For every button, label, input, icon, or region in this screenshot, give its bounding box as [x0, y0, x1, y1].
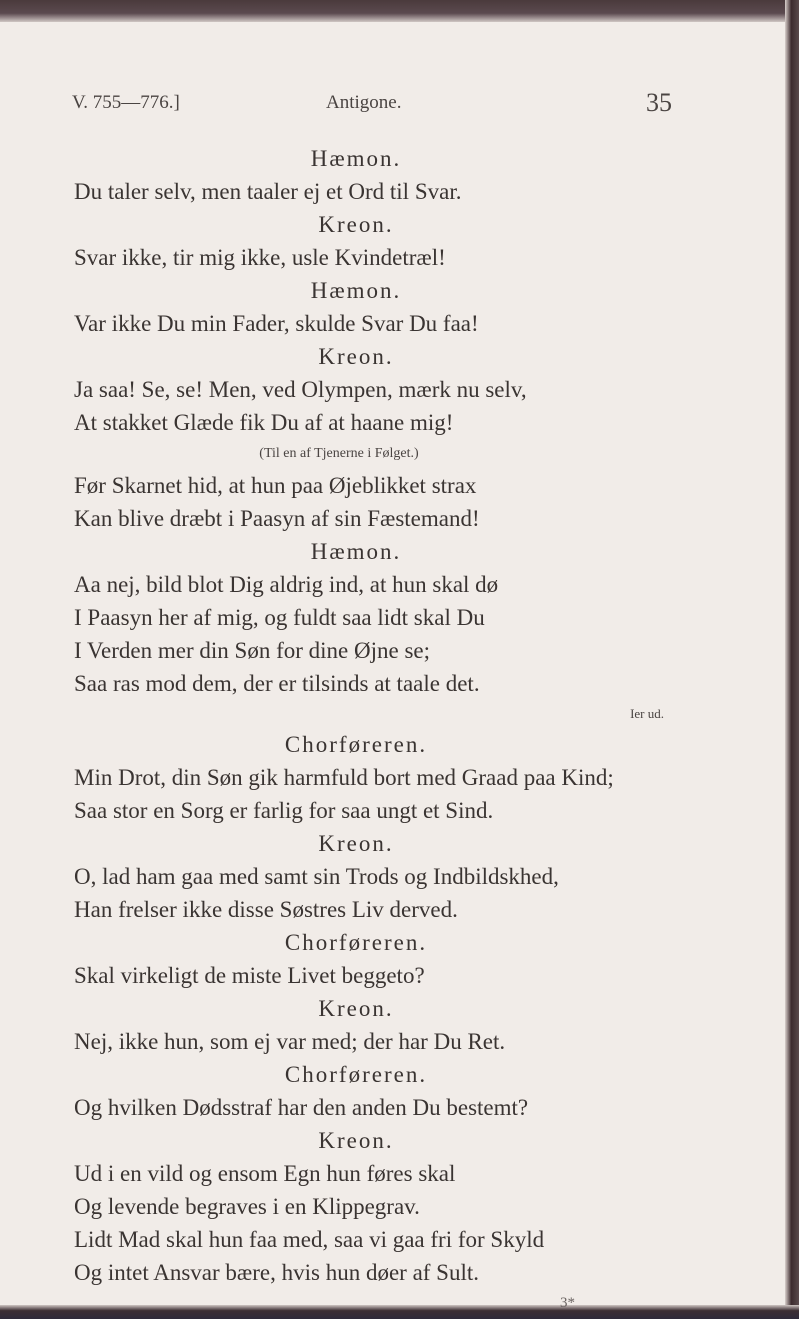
- signature-mark: 3*: [560, 1295, 575, 1311]
- verse-line: Svar ikke, tir mig ikke, usle Kvindetræl!: [74, 245, 446, 270]
- page-number: 35: [646, 88, 672, 117]
- speaker-name: Hæmon.: [310, 146, 402, 171]
- speaker-name: Kreon.: [318, 1128, 394, 1153]
- verse-line: Ja saa! Se, se! Men, ved Olympen, mærk nu selv,: [74, 377, 527, 402]
- verse-line: At stakket Glæde fik Du af at haane mig!: [74, 410, 454, 435]
- verse-line: Saa stor en Sorg er farlig for saa ungt et Sind.: [74, 798, 494, 823]
- verse-line: Du taler selv, men taaler ej et Ord til Svar.: [74, 179, 462, 204]
- speaker-name: Chorføreren.: [284, 930, 428, 955]
- play-text: [74, 142, 694, 1317]
- verse-line: Ud i en vild og ensom Egn hun føres skal: [74, 1161, 456, 1186]
- verse-line: O, lad ham gaa med samt sin Trods og Indbildskhed,: [74, 864, 559, 889]
- speaker-name: Hæmon.: [310, 278, 402, 303]
- exit-direction: Ier ud.: [630, 706, 664, 721]
- speaker-name: Kreon.: [318, 831, 394, 856]
- speaker-name: Kreon.: [318, 212, 394, 237]
- speaker-name: Kreon.: [318, 996, 394, 1021]
- stage-direction: (Til en af Tjenerne i Følget.): [259, 446, 419, 461]
- verse-line: I Paasyn her af mig, og fuldt saa lidt skal Du: [74, 605, 485, 630]
- verse-line: Før Skarnet hid, at hun paa Øjeblikket strax: [74, 473, 477, 498]
- verse-line: Aa nej, bild blot Dig aldrig ind, at hun skal dø: [74, 572, 499, 597]
- verse-line: Saa ras mod dem, der er tilsinds at taale det.: [74, 671, 480, 696]
- verse-line: I Verden mer din Søn for dine Øjne se;: [74, 638, 430, 663]
- speaker-name: Kreon.: [318, 344, 394, 369]
- verse-line: Han frelser ikke disse Søstres Liv derved.: [74, 897, 458, 922]
- verse-line: Var ikke Du min Fader, skulde Svar Du faa!: [74, 311, 479, 336]
- page-top-edge: [0, 0, 799, 22]
- verse-line: Skal virkeligt de miste Livet beggeto?: [74, 963, 425, 988]
- speaker-name: Chorføreren.: [284, 1062, 428, 1087]
- verse-line: Nej, ikke hun, som ej var med; der har Du Ret.: [74, 1029, 506, 1054]
- verse-line: Min Drot, din Søn gik harmfuld bort med Graad paa Kind;: [74, 765, 614, 790]
- page-right-edge: [785, 0, 799, 1319]
- verse-line: Og levende begraves i en Klippegrav.: [74, 1194, 420, 1219]
- speaker-name: Hæmon.: [310, 539, 402, 564]
- running-title: Antigone.: [326, 92, 402, 113]
- verse-line: Og intet Ansvar bære, hvis hun døer af Sult.: [74, 1260, 480, 1285]
- verse-line: Og hvilken Dødsstraf har den anden Du bestemt?: [74, 1095, 529, 1120]
- verse-range: V. 755—776.]: [72, 92, 180, 113]
- running-header: [72, 88, 672, 122]
- speaker-name: Chorføreren.: [284, 732, 428, 757]
- verse-line: Lidt Mad skal hun faa med, saa vi gaa fri for Skyld: [74, 1227, 545, 1252]
- verse-line: Kan blive dræbt i Paasyn af sin Fæstemand!: [74, 506, 480, 531]
